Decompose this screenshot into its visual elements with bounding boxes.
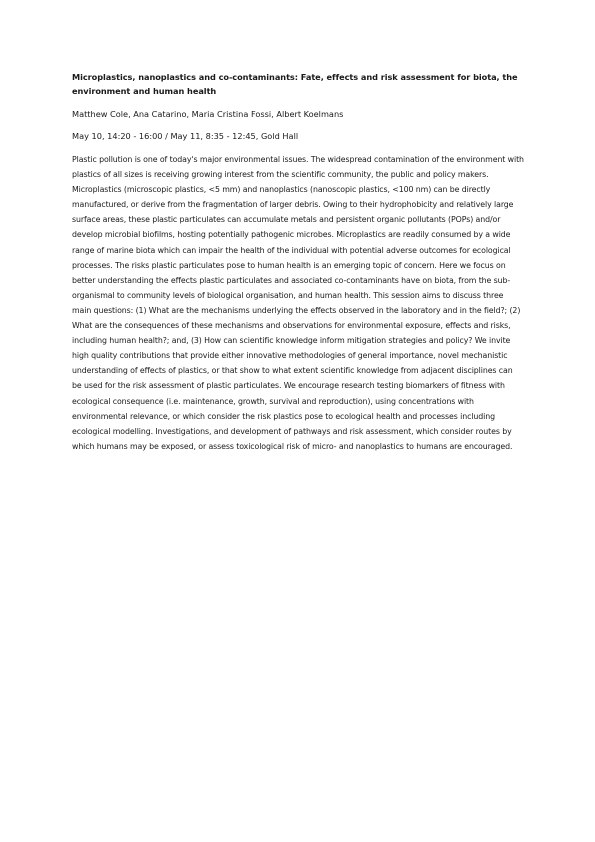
document-page bbox=[72, 70, 524, 454]
document-title: Microplastics, nanoplastics and co-contaminants: Fate, effects and risk assessment for biota, the environment and human health bbox=[72, 72, 518, 96]
abstract-text: Plastic pollution is one of today's major environmental issues. The widespread contamination of the environment with plastics of all sizes is receiving growing interest from the scientific community, the public and policy makers. Microplastics (microscopic plastics, <5 mm) and nanoplastics (nanoscopic plastics, <100 nm) can be directly manufactured, or derive from the fragmentation of larger debris. Owing to their hydrophobicity and relatively large surface areas, these plastic particulates can accumulate metals and persistent organic pollutants (POPs) and/or develop microbial biofilms, hosting potentially pathogenic microbes. Microplastics are readily consumed by a wide range of marine biota which can impair the health of the individual with potential adverse outcomes for ecological processes. The risks plastic particulates pose to human health is an emerging topic of concern. Here we focus on better understanding the effects plastic particulates and associated co-contaminants have on biota, from the sub-organismal to community levels of biological organisation, and human health. This session aims to discuss three main questions: (1) What are the mechanisms underlying the effects observed in the laboratory and in the field?; (2) What are the consequences of these mechanisms and observations for environmental exposure, effects and risks, including human health?; and, (3) How can scientific knowledge inform mitigation strategies and policy? We invite high quality contributions that provide either innovative methodologies of general importance, novel mechanistic understanding of effects of plastics, or that show to what extent scientific knowledge from adjacent disciplines can be used for the risk assessment of plastic particulates. We encourage research testing biomarkers of fitness with ecological consequence (i.e. maintenance, growth, survival and reproduction), using concentrations with environmental relevance, or which consider the risk plastics pose to ecological health and processes including ecological modelling. Investigations, and development of pathways and risk assessment, which consider routes by which humans may be exposed, or assess toxicological risk of micro- and nanoplastics to humans are encouraged. bbox=[72, 155, 524, 451]
session-schedule: May 10, 14:20 - 16:00 / May 11, 8:35 - 12:45, Gold Hall bbox=[72, 131, 299, 141]
author-list: Matthew Cole, Ana Catarino, Maria Cristina Fossi, Albert Koelmans bbox=[72, 109, 344, 119]
